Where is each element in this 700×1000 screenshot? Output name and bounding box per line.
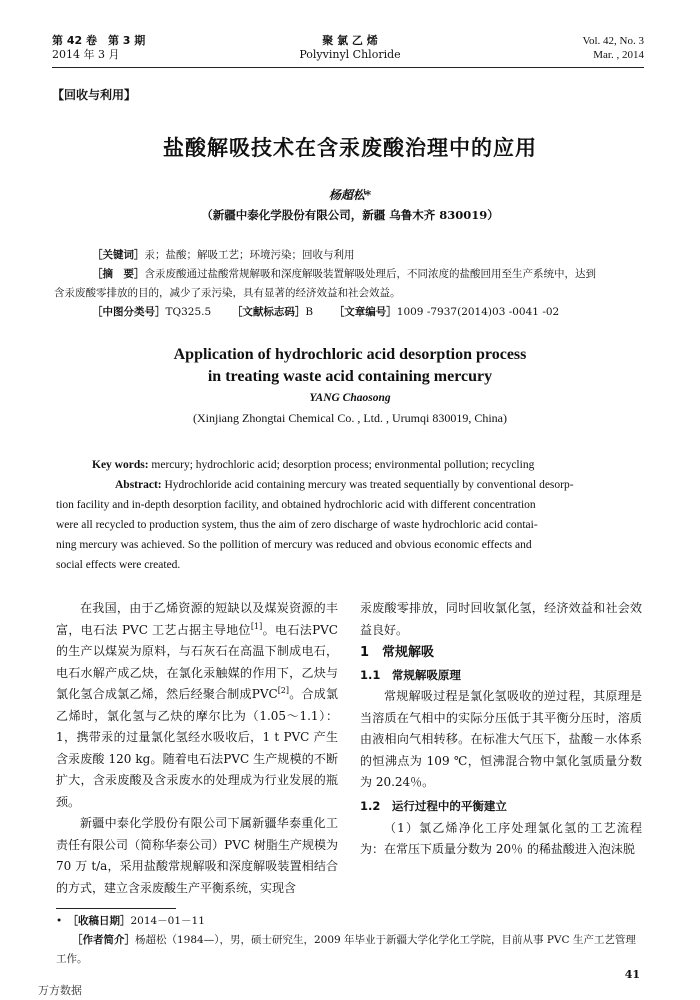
abstract-en-line3: were all recycled to production system, thus the aim of zero discharge of waste hydrochloric acid contai- xyxy=(56,519,538,531)
date-cn: 2014 年 3 月 xyxy=(52,48,120,61)
abstract-cn-line2: 含汞废酸零排放的目的，减少了汞污染，具有显著的经济效益和社会效益。 xyxy=(54,287,401,299)
desorption-principle-paragraph: 常规解吸过程是氯化氢吸收的逆过程，其原理是当溶质在气相中的实际分压低于其平衡分压时，溶质由液相向气相转移。在标准大气压下，盐酸－水体系的恒沸点为 109 ℃，恒沸混合物中氯化氢质量分数为 20.24％。 xyxy=(360,689,642,789)
header-right xyxy=(582,34,644,62)
process-paragraph: （1）氯乙烯净化工序处理氯化氢的工艺流程为：在常压下质量分数为 20％ 的稀盐酸进入泡沫脱 xyxy=(360,820,642,856)
section-1-2-heading: 1.2 运行过程中的平衡建立 xyxy=(360,798,507,813)
title-en-line2: in treating waste acid containing mercury xyxy=(207,368,493,385)
abstract-en-line2: tion facility and in-depth desorption facility, and obtained hydrochloric acid with different concentration xyxy=(56,499,536,511)
section-1-1-heading: 1.1 常规解吸原理 xyxy=(360,668,461,682)
company-paragraph: 新疆中泰化学股份有限公司下属新疆华泰重化工责任有限公司（简称华泰公司）PVC 树脂生产规模为 70 万 t/a，采用盐酸常规解吸和深度解吸装置相结合的方式，建立含汞废酸生产平衡系统，实现含 xyxy=(56,816,338,895)
author-bio: ［作者简介］杨超松（1984—），男，硕士研究生，2009 年毕业于新疆大学化学化工学院，目前从事 PVC 生产工艺管理 xyxy=(72,934,636,946)
english-abstract-block xyxy=(56,455,624,575)
volume-cn: 第 42 卷 第 3 期 xyxy=(52,34,146,47)
author-en: YANG Chaosong xyxy=(309,392,391,404)
affiliation-cn: （新疆中泰化学股份有限公司，新疆 乌鲁木齐 830019） xyxy=(201,208,499,222)
intro-paragraph: 在我国，由于乙烯资源的短缺以及煤炭资源的丰富，电石法 PVC 工艺占据主导地位[1]。电石法PVC 的生产以煤炭为原料，与石灰石在高温下制成电石，电石水解产成乙炔，在氯化汞触媒的作用下，乙炔与氯化氢合成氯乙烯，然后经聚合制成PVC[2]。合成氯乙烯时，氯化氢与乙炔的摩尔比为（1.05～1.1）：1，携带汞的过量氯化氢经水吸收后，1 t PVC 产生含汞废酸 120 kg。随着电石法PVC 生产规模的不断扩大，含汞废酸及含汞废水的处理成为行业发展的瓶颈。 xyxy=(56,601,338,809)
footnote xyxy=(56,912,646,969)
title-en-line1: Application of hydrochloric acid desorption process xyxy=(173,346,527,363)
footnote-rule xyxy=(56,908,176,909)
abstract-en-line1: Abstract: Hydrochloride acid containing mercury was treated sequentially by conventional desorp- xyxy=(115,479,574,491)
abstract-cn: ［摘 要］含汞废酸通过盐酸常规解吸和深度解吸装置解吸处理后，不同浓度的盐酸回用至生产系统中，达到 xyxy=(92,268,596,280)
keywords-cn: ［关键词］汞；盐酸；解吸工艺；环境污染；回收与利用 xyxy=(92,249,355,261)
section-1-heading: 1 常规解吸 xyxy=(360,645,435,660)
date-en: Mar. , 2014 xyxy=(593,49,644,61)
author-cn: 杨超松* xyxy=(328,188,372,202)
volume-en: Vol. 42, No. 3 xyxy=(582,35,644,47)
right-column xyxy=(360,598,642,861)
page-number: 41 xyxy=(624,968,640,981)
abstract-en-line5: social effects were created. xyxy=(56,559,181,571)
classification-line: ［中图分类号］TQ325.5 ［文献标志码］B ［文章编号］1009 -7937(2014)03 -0041 -02 xyxy=(92,306,560,318)
citation-1[interactable]: [1] xyxy=(250,621,263,631)
journal-name-cn: 聚 氯 乙 烯 xyxy=(322,34,378,47)
left-column xyxy=(56,598,338,899)
watermark: 万方数据 xyxy=(38,984,82,997)
column-tag: 【回收与利用】 xyxy=(52,88,137,102)
title-cn: 盐酸解吸技术在含汞废酸治理中的应用 xyxy=(163,136,537,160)
abstract-en-line4: ning mercury was achieved. So the pollition of mercury was reduced and obvious economic effects and xyxy=(56,539,532,551)
chinese-keywords-block xyxy=(54,246,640,322)
journal-name-en: Polyvinyl Chloride xyxy=(299,48,401,61)
received-date: • ［收稿日期］2014－01－11 xyxy=(56,915,205,927)
keywords-en: Key words: mercury; hydrochloric acid; desorption process; environmental pollution; recycling xyxy=(92,459,535,471)
author-bio-line2: 工作。 xyxy=(56,953,88,965)
citation-2[interactable]: [2] xyxy=(277,686,290,695)
continued-text: 汞废酸零排放，同时回收氯化氢，经济效益和社会效益良好。 xyxy=(360,601,642,637)
header-rule xyxy=(52,67,644,68)
affiliation-en: (Xinjiang Zhongtai Chemical Co. , Ltd. , Urumqi 830019, China) xyxy=(193,411,507,425)
